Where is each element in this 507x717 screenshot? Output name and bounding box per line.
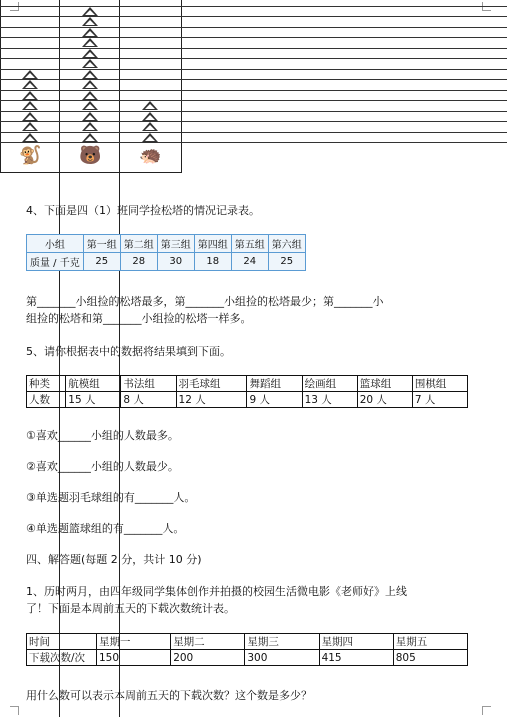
pine-cone-symbol [22, 70, 38, 79]
table-row [27, 392, 468, 408]
pine-cone-symbol [82, 133, 98, 142]
table-cell: 第三组 [157, 235, 194, 253]
pine-cone-symbol [82, 49, 98, 58]
table-cell: 星期四 [319, 634, 393, 650]
pictograph-row-line [0, 90, 507, 91]
table-cell: 绘画组 [302, 376, 357, 392]
corner-mark-top-right [482, 2, 491, 11]
table-cell: 质量 / 千克 [27, 253, 84, 271]
pine-cone-symbol [22, 91, 38, 100]
pine-cone-symbol [22, 122, 38, 131]
pictograph-row-line [0, 58, 507, 59]
table-cell: 羽毛球组 [176, 376, 247, 392]
pine-cone-symbol [82, 7, 98, 16]
monkey-icon: 🐒 [19, 145, 42, 166]
table-cell: 舞蹈组 [247, 376, 302, 392]
pictograph-row-line [0, 27, 507, 28]
pine-cone-symbol [82, 70, 98, 79]
table-cell: 时间 [27, 634, 97, 650]
table-cell: 人数 [27, 392, 66, 408]
table-cell: 第二组 [120, 235, 157, 253]
table-cell: 25 [83, 253, 120, 271]
pine-cone-symbol [22, 133, 38, 142]
table-cell: 18 [194, 253, 231, 271]
table-cell: 25 [268, 253, 305, 271]
q5-item: ②喜欢______小组的人数最少。 [26, 460, 179, 473]
table-row [27, 253, 306, 271]
table-cell: 星期五 [393, 634, 467, 650]
table-cell: 200 [171, 650, 245, 666]
table-cell: 415 [319, 650, 393, 666]
pine-cone-symbol [82, 112, 98, 121]
pine-cone-symbol [142, 112, 158, 121]
pictograph-row-line [0, 6, 507, 7]
corner-mark-bottom-left [10, 706, 19, 715]
pictograph-row-line [0, 37, 507, 38]
pine-cone-symbol [82, 91, 98, 100]
table-cell: 星期二 [171, 634, 245, 650]
table-cell: 150 [97, 650, 171, 666]
table-cell: 下载次数/次 [27, 650, 97, 666]
hedgehog-icon: 🦔 [139, 145, 162, 166]
bear-icon: 🐻 [79, 145, 102, 166]
q4-blank-line: 第_______小组捡的松塔最多，第_______小组捡的松塔最少；第_______小 [26, 295, 384, 308]
table-cell: 围棋组 [412, 376, 467, 392]
table-cell: 300 [245, 650, 319, 666]
pictograph-row-line [0, 48, 507, 49]
table-row [27, 650, 468, 666]
table-cell: 30 [157, 253, 194, 271]
pine-cone-symbol [82, 122, 98, 131]
pine-cone-symbol [82, 80, 98, 89]
pictograph-row-line [0, 100, 507, 101]
pictograph-row-line [0, 111, 507, 112]
q5-item: ④单选题篮球组的有_______人。 [26, 522, 185, 535]
section-title: 四、解答题(每题 2 分，共计 10 分) [26, 553, 202, 566]
q5-item: ①喜欢______小组的人数最多。 [26, 429, 179, 442]
table-cell: 24 [231, 253, 268, 271]
problem-text: 了！下面是本周前五天的下载次数统计表。 [26, 602, 235, 615]
table-cell: 13 人 [302, 392, 357, 408]
table-cell: 9 人 [247, 392, 302, 408]
table-cell: 第六组 [268, 235, 305, 253]
table-cell: 小组 [27, 235, 84, 253]
table-cell: 28 [120, 253, 157, 271]
table-cell: 星期一 [97, 634, 171, 650]
pine-cone-table [26, 234, 306, 271]
table-cell: 20 人 [357, 392, 412, 408]
table-cell: 种类 [27, 376, 66, 392]
pine-cone-symbol [82, 59, 98, 68]
pictograph-row-line [0, 142, 507, 143]
table-cell: 805 [393, 650, 467, 666]
table-cell: 第一组 [83, 235, 120, 253]
interest-group-table [26, 375, 468, 408]
table-header-row [27, 376, 468, 392]
download-count-table [26, 633, 468, 666]
pictograph-row-line [0, 121, 507, 122]
pine-cone-symbol [82, 38, 98, 47]
table-cell: 航模组 [66, 376, 121, 392]
table-header-row [27, 235, 306, 253]
table-header-row [27, 634, 468, 650]
table-cell: 7 人 [412, 392, 467, 408]
q5-title: 5、请你根据表中的数据将结果填到下面。 [26, 345, 231, 358]
pine-cone-symbol [22, 80, 38, 89]
q4-title: 4、下面是四（1）班同学捡松塔的情况记录表。 [26, 204, 260, 217]
pictograph-row-line [0, 16, 507, 17]
pine-cone-symbol [142, 133, 158, 142]
q4-blank-line: 组捡的松塔和第_______小组捡的松塔一样多。 [26, 312, 252, 325]
table-cell: 第五组 [231, 235, 268, 253]
q5-item: ③单选题羽毛球组的有_______人。 [26, 491, 196, 504]
table-cell: 篮球组 [357, 376, 412, 392]
table-cell: 星期三 [245, 634, 319, 650]
pine-cone-symbol [82, 101, 98, 110]
pine-cone-symbol [82, 17, 98, 26]
pictograph-row-line [0, 132, 507, 133]
pine-cone-symbol [82, 28, 98, 37]
corner-mark-top-left [10, 2, 19, 11]
table-cell: 书法组 [121, 376, 176, 392]
pine-cone-symbol [142, 101, 158, 110]
pine-cone-pictograph [0, 0, 182, 173]
table-cell: 8 人 [121, 392, 176, 408]
table-cell: 12 人 [176, 392, 247, 408]
corner-mark-bottom-right [482, 706, 491, 715]
table-cell: 第四组 [194, 235, 231, 253]
table-cell: 15 人 [66, 392, 121, 408]
pine-cone-symbol [22, 112, 38, 121]
pictograph-row-line [0, 69, 507, 70]
pine-cone-symbol [22, 101, 38, 110]
problem-text: 1、历时两月，由四年级同学集体创作并拍摄的校园生活微电影《老师好》上线 [26, 585, 407, 598]
pine-cone-symbol [142, 122, 158, 131]
pictograph-row-line [0, 79, 507, 80]
problem-question: 用什么数可以表示本周前五天的下载次数？这个数是多少？ [26, 689, 312, 702]
